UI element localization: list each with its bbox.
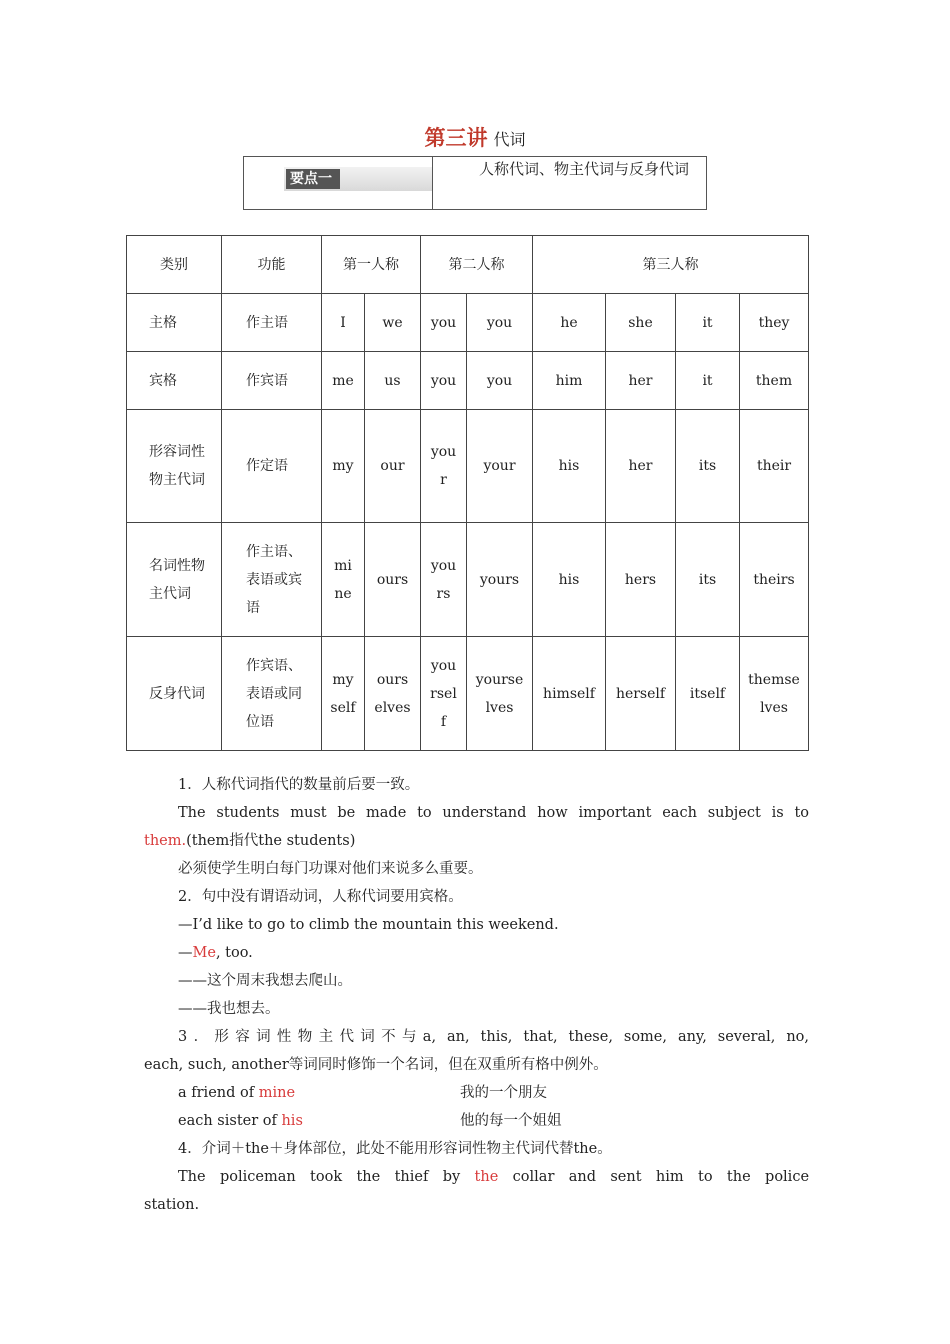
table-cell: your	[421, 410, 467, 523]
table-cell: his	[533, 410, 606, 523]
example-text: The policeman took the thief by	[178, 1169, 461, 1185]
table-cell: she	[606, 294, 676, 352]
table-cell: you	[421, 294, 467, 352]
highlight-word: Me	[192, 945, 216, 961]
table-cell: herself	[606, 637, 676, 751]
header-second-person: 第二人称	[421, 236, 533, 294]
table-cell: themselves	[740, 637, 809, 751]
table-cell: yourselves	[467, 637, 533, 751]
row-category: 形容词性物主代词	[127, 410, 222, 523]
note-2-translation-1: ——这个周末我想去爬山。	[178, 973, 352, 989]
row-function: 作主语、表语或宾语	[222, 523, 322, 637]
table-cell: me	[322, 352, 365, 410]
table-cell: himself	[533, 637, 606, 751]
table-cell: hers	[606, 523, 676, 637]
table-cell: we	[365, 294, 421, 352]
pronoun-table	[126, 235, 809, 751]
section-divider	[432, 157, 433, 209]
note-3-example-2-zh: 他的每一个姐姐	[460, 1113, 562, 1129]
note-3-example-1-zh: 我的一个朋友	[460, 1085, 547, 1101]
table-cell: mine	[322, 523, 365, 637]
note-1-translation: 必须使学生明白每门功课对他们来说多么重要。	[178, 861, 483, 877]
highlight-word: them.	[144, 833, 187, 849]
note-1-example-en: The students must be made to understand how important each subject is to	[178, 805, 809, 821]
table-cell: your	[467, 410, 533, 523]
table-cell: us	[365, 352, 421, 410]
table-row	[127, 410, 809, 523]
header-third-person: 第三人称	[533, 236, 809, 294]
lesson-number: 第三讲	[424, 126, 488, 150]
row-function: 作主语	[222, 294, 322, 352]
highlight-word: his	[281, 1113, 303, 1129]
table-cell: my	[322, 410, 365, 523]
table-cell: you	[467, 294, 533, 352]
highlight-word: the	[474, 1169, 499, 1185]
row-category: 宾格	[127, 352, 222, 410]
table-header-row	[127, 236, 809, 294]
note-2-heading: 2．句中没有谓语动词，人称代词要用宾格。	[178, 889, 463, 905]
table-cell: it	[676, 294, 740, 352]
row-function: 作定语	[222, 410, 322, 523]
table-cell: yours	[421, 523, 467, 637]
table-cell: him	[533, 352, 606, 410]
note-3-heading-cont: each, such, another等词同时修饰一个名词，但在双重所有格中例外。	[144, 1057, 608, 1073]
dash: —	[178, 945, 193, 961]
note-1-example-cont	[144, 827, 809, 855]
header-function: 功能	[222, 236, 322, 294]
table-cell: its	[676, 410, 740, 523]
note-2-question: —I’d like to go to climb the mountain this weekend.	[178, 917, 559, 933]
note-2-answer	[144, 939, 809, 967]
note-4-heading: 4．介词＋the＋身体部位，此处不能用形容词性物主代词代替the。	[178, 1141, 612, 1157]
row-function: 作宾语、表语或同位语	[222, 637, 322, 751]
table-cell: her	[606, 352, 676, 410]
note-4-example-cont: station.	[144, 1197, 200, 1213]
table-cell: theirs	[740, 523, 809, 637]
page-title	[0, 122, 950, 152]
header-category: 类别	[127, 236, 222, 294]
highlight-word: mine	[258, 1085, 296, 1101]
table-cell: its	[676, 523, 740, 637]
table-cell: myself	[322, 637, 365, 751]
note-2-translation-2: ——我也想去。	[178, 1001, 280, 1017]
table-cell: he	[533, 294, 606, 352]
note-1-explain: (them指代the students)	[186, 833, 356, 849]
table-cell: I	[322, 294, 365, 352]
row-category: 名词性物主代词	[127, 523, 222, 637]
table-cell: their	[740, 410, 809, 523]
section-badge: 要点一	[286, 169, 340, 189]
example-text: a friend of	[178, 1085, 259, 1101]
header-first-person: 第一人称	[322, 236, 421, 294]
note-3-example-2	[178, 1107, 303, 1135]
example-text: each sister of	[178, 1113, 282, 1129]
note-3-heading: 3．形容词性物主代词不与a, an, this, that, these, some, any, several, no,	[178, 1029, 809, 1045]
table-cell: you	[467, 352, 533, 410]
table-row	[127, 294, 809, 352]
table-cell: ourselves	[365, 637, 421, 751]
table-cell: her	[606, 410, 676, 523]
table-cell: his	[533, 523, 606, 637]
example-text: collar and sent him to the police	[512, 1169, 810, 1185]
note-1-heading: 1．人称代词指代的数量前后要一致。	[178, 777, 420, 793]
table-row	[127, 637, 809, 751]
lesson-topic: 代词	[493, 130, 526, 149]
row-category: 反身代词	[127, 637, 222, 751]
section-title: 人称代词、物主代词与反身代词	[478, 160, 689, 178]
table-cell: them	[740, 352, 809, 410]
table-row	[127, 523, 809, 637]
table-cell: you	[421, 352, 467, 410]
note-3-example-1	[178, 1079, 295, 1107]
note-4-example	[144, 1163, 809, 1191]
row-category: 主格	[127, 294, 222, 352]
table-cell: ours	[365, 523, 421, 637]
section-header	[243, 156, 707, 210]
table-row	[127, 352, 809, 410]
table-cell: yourself	[421, 637, 467, 751]
table-cell: they	[740, 294, 809, 352]
table-cell: yours	[467, 523, 533, 637]
table-cell: itself	[676, 637, 740, 751]
table-cell: our	[365, 410, 421, 523]
row-function: 作宾语	[222, 352, 322, 410]
answer-rest: , too.	[215, 945, 253, 961]
table-cell: it	[676, 352, 740, 410]
